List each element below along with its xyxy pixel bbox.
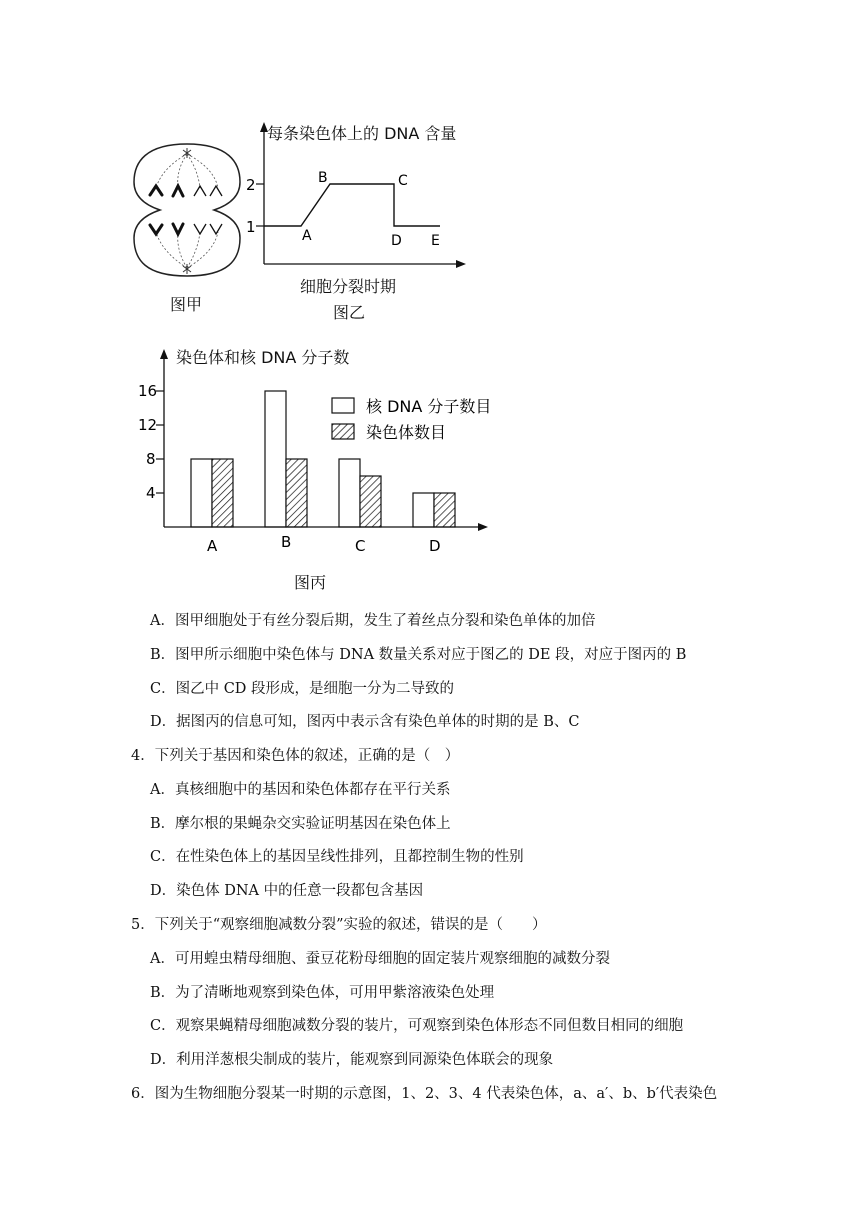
- figure-bing-bar-chart: [120, 340, 500, 560]
- y-tick-label-8: 8: [146, 450, 156, 468]
- q3-option-b: B．图甲所示细胞中染色体与 DNA 数量关系对应于图乙的 DE 段，对应于图丙的 B: [150, 647, 687, 663]
- bar-b-chromosome: [286, 459, 307, 527]
- tick-label-2: 2: [246, 176, 256, 194]
- legend-swatch-dna: [332, 398, 354, 413]
- y-tick-label-12: 12: [138, 416, 158, 434]
- dna-content-line: [264, 184, 440, 226]
- bar-a-chromosome: [212, 459, 233, 527]
- tick-label-1: 1: [246, 218, 256, 236]
- q3-option-c: C．图乙中 CD 段形成，是细胞一分为二导致的: [150, 681, 455, 697]
- figure-yi-ylabel: 每条染色体上的 DNA 含量: [267, 124, 457, 143]
- bar-d-dna: [413, 493, 434, 527]
- y-tick-label-16: 16: [138, 382, 158, 400]
- figure-jia-cell-diagram: [128, 140, 246, 280]
- chart-x-axis-arrow: [478, 523, 488, 531]
- q5-option-d: D．利用洋葱根尖制成的装片，能观察到同源染色体联会的现象: [150, 1052, 554, 1068]
- figure-yi-caption: 图乙: [333, 303, 366, 322]
- point-label-c: C: [398, 173, 408, 189]
- category-label-a: A: [207, 537, 218, 555]
- q6-stem: 6．图为生物细胞分裂某一时期的示意图，1、2、3、4 代表染色体，a、a′、b、b′代表染色: [131, 1086, 718, 1102]
- figure-yi-xlabel: 细胞分裂时期: [300, 277, 397, 296]
- q4-option-b: B．摩尔根的果蝇杂交实验证明基因在染色体上: [150, 816, 451, 832]
- point-label-a: A: [302, 228, 312, 244]
- point-label-d: D: [391, 233, 402, 249]
- category-label-d: D: [429, 537, 441, 555]
- x-axis-arrow: [456, 260, 466, 268]
- figure-jia-caption: 图甲: [170, 295, 203, 314]
- q3-option-d: D．据图丙的信息可知，图丙中表示含有染色单体的时期的是 B、C: [150, 714, 580, 730]
- bar-b-dna: [265, 391, 286, 527]
- q4-option-c: C．在性染色体上的基因呈线性排列，且都控制生物的性别: [150, 849, 524, 865]
- category-label-c: C: [355, 537, 366, 555]
- q4-option-a: A．真核细胞中的基因和染色体都存在平行关系: [150, 782, 451, 798]
- bar-c-dna: [339, 459, 360, 527]
- y-tick-label-4: 4: [146, 484, 156, 502]
- legend-label-chromosome: 染色体数目: [366, 423, 447, 442]
- point-label-e: E: [431, 233, 440, 249]
- chart-y-axis-arrow: [160, 349, 168, 359]
- point-label-b: B: [318, 170, 328, 186]
- legend-label-dna: 核 DNA 分子数目: [366, 397, 492, 416]
- bar-a-dna: [191, 459, 212, 527]
- legend-swatch-chromosome: [332, 424, 354, 439]
- q5-stem: 5．下列关于“观察细胞减数分裂”实验的叙述，错误的是（ ）: [131, 917, 547, 933]
- q4-option-d: D．染色体 DNA 中的任意一段都包含基因: [150, 883, 424, 899]
- chart-ylabel: 染色体和核 DNA 分子数: [176, 348, 350, 367]
- category-label-b: B: [281, 533, 292, 551]
- q4-stem: 4．下列关于基因和染色体的叙述，正确的是（ ）: [131, 748, 460, 764]
- q3-option-a: A．图甲细胞处于有丝分裂后期，发生了着丝点分裂和染色单体的加倍: [150, 613, 596, 629]
- q5-option-c: C．观察果蝇精母细胞减数分裂的装片，可观察到染色体形态不同但数目相同的细胞: [150, 1018, 684, 1034]
- bar-d-chromosome: [434, 493, 455, 527]
- bar-c-chromosome: [360, 476, 381, 527]
- q5-option-b: B．为了清晰地观察到染色体，可用甲紫溶液染色处理: [150, 985, 495, 1001]
- q5-option-a: A．可用蝗虫精母细胞、蚕豆花粉母细胞的固定装片观察细胞的减数分裂: [150, 951, 610, 967]
- chart-caption: 图丙: [294, 573, 327, 592]
